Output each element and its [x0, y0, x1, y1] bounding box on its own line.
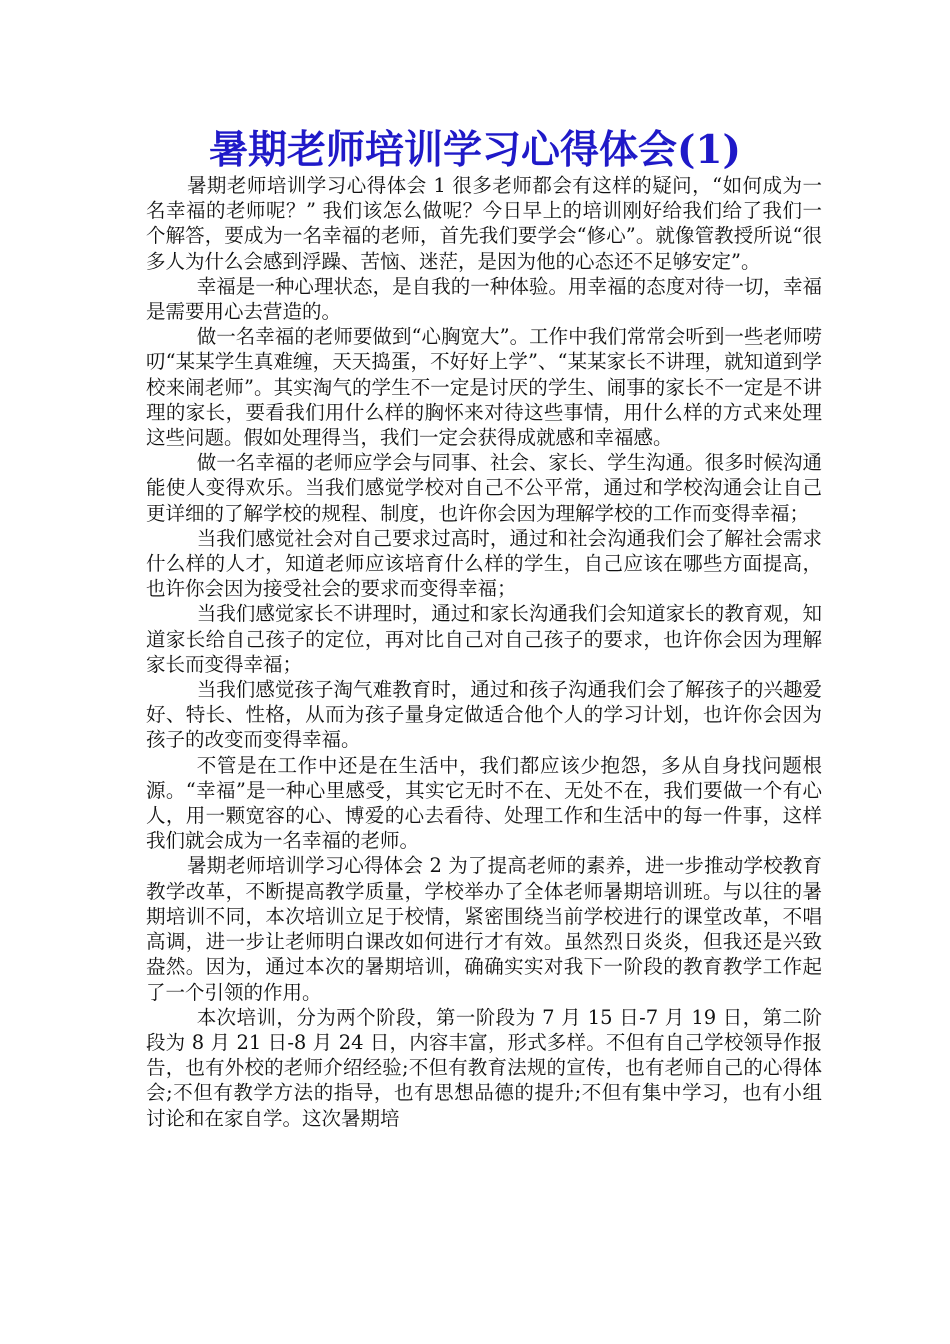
paragraph-9: 暑期老师培训学习心得体会 2 为了提高老师的素养，进一步推动学校教育教学改革，不断提高教学质量，学校举办了全体老师暑期培训班。与以往的暑期培训不同，本次培训立足于校情，紧密围绕当前学校进行的课堂改革，不唱高调，进一步让老师明白课改如何进行才有效。虽然烈日炎炎，但我还是兴致盎然。因为，通过本次的暑期培训，确确实实对我下一阶段的教育教学工作起了一个引领的作用。	[146, 854, 822, 1004]
paragraph-6: 当我们感觉家长不讲理时，通过和家长沟通我们会知道家长的教育观，知道家长给自己孩子的定位，再对比自己对自己孩子的要求，也许你会因为理解家长而变得幸福；	[146, 602, 822, 676]
paragraph-1: 暑期老师培训学习心得体会 1 很多老师都会有这样的疑问，“如何成为一名幸福的老师呢？” 我们该怎么做呢？今日早上的培训刚好给我们给了我们一个解答，要成为一名幸福的老师，首先我们要学会“修心”。就像管教授所说“很多人为什么会感到浮躁、苦恼、迷茫，是因为他的心态还不足够安定”。	[146, 174, 822, 273]
paragraph-10: 本次培训，分为两个阶段，第一阶段为 7 月 15 日-7 月 19 日，第二阶段为 8 月 21 日-8 月 24 日，内容丰富，形式多样。不但有自己学校领导作报告，也有外校的老师介绍经验;不但有教育法规的宣传，也有老师自己的心得体会;不但有教学方法的指导，也有思想品德的提升;不但有集中学习，也有小组讨论和在家自学。这次暑期培	[146, 1005, 822, 1130]
document-title: 暑期老师培训学习心得体会(1)	[208, 127, 742, 173]
paragraph-3: 做一名幸福的老师要做到“心胸宽大”。工作中我们常常会听到一些老师唠叨“某某学生真难缠，天天捣蛋，不好好上学”、“某某家长不讲理，就知道到学校来闹老师”。其实淘气的学生不一定是讨厌的学生、闹事的家长不一定是不讲理的家长，要看我们用什么样的胸怀来对待这些事情，用什么样的方式来处理这些问题。假如处理得当，我们一定会获得成就感和幸福感。	[146, 325, 822, 450]
paragraph-4: 做一名幸福的老师应学会与同事、社会、家长、学生沟通。很多时候沟通能使人变得欢乐。当我们感觉学校对自己不公平常，通过和学校沟通会让自己更详细的了解学校的规程、制度，也许你会因为理解学校的工作而变得幸福；	[146, 451, 822, 525]
paragraph-5: 当我们感觉社会对自己要求过高时，通过和社会沟通我们会了解社会需求什么样的人才，知道老师应该培育什么样的学生，自己应该在哪些方面提高，也许你会因为接受社会的要求而变得幸福；	[146, 526, 822, 601]
paragraph-2: 幸福是一种心理状态，是自我的一种体验。用幸福的态度对待一切，幸福是需要用心去营造的。	[146, 274, 822, 324]
paragraph-8: 不管是在工作中还是在生活中，我们都应该少抱怨，多从自身找问题根源。“幸福”是一种心里感受，其实它无时不在、无处不在，我们要做一个有心人，用一颗宽容的心、博爱的心去看待、处理工作和生活中的每一件事，这样我们就会成为一名幸福的老师。	[146, 753, 822, 853]
paragraph-7: 当我们感觉孩子淘气难教育时，通过和孩子沟通我们会了解孩子的兴趣爱好、特长、性格，从而为孩子量身定做适合他个人的学习计划，也许你会因为孩子的改变而变得幸福。	[146, 678, 822, 752]
document-body	[146, 173, 822, 1131]
